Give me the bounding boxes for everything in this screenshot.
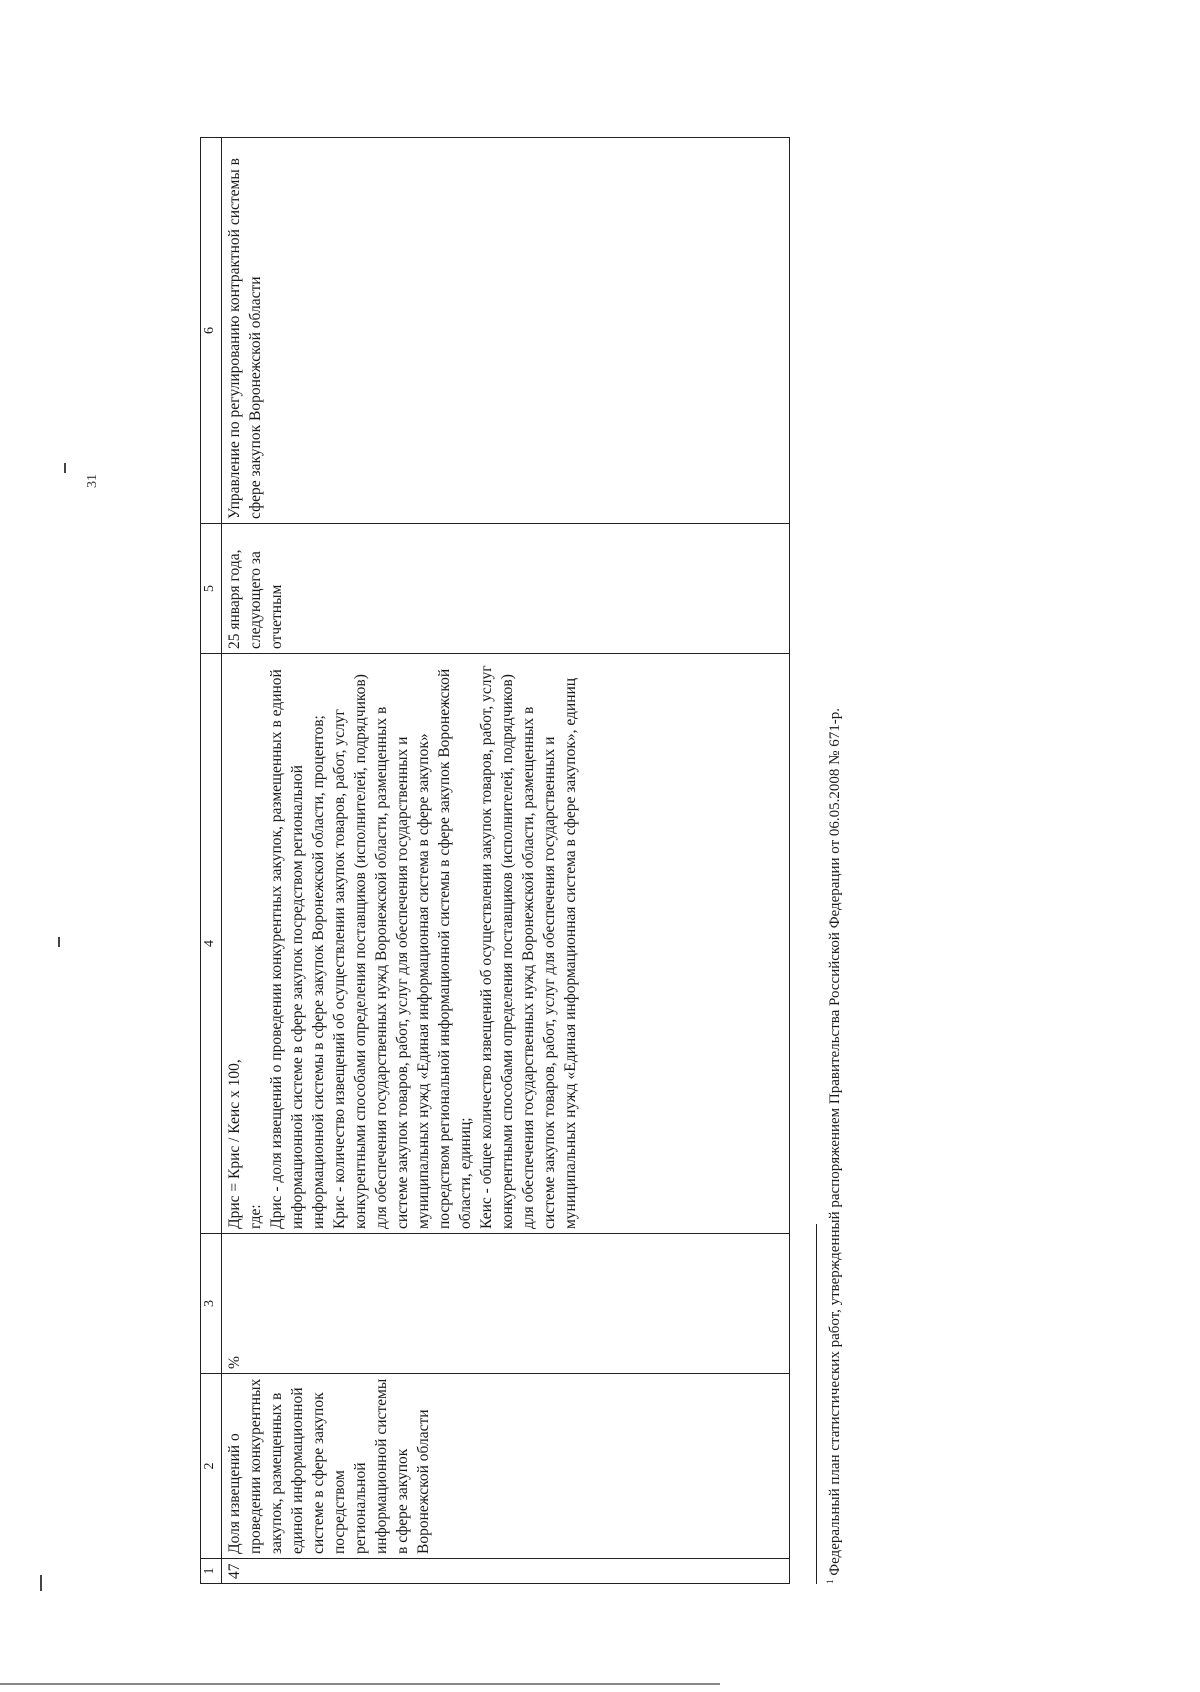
formula-line: Дрис = Крис / Кеис х 100, (226, 1059, 243, 1229)
responsible-body: Управление по регулированию контрактной системы в сфере закупок Воронежской области (222, 138, 790, 524)
formula-definition: Кеис - общее количество извещений об осуществлении закупок товаров, работ, услуг конкурентными способами определения поставщиков (исполнителей, подрядчиков) для обеспечения государственных нужд Воронежской области, размещенных в системе закупок товаров, работ, услуг для обеспечения государственных и муниципальных нужд «Единая информационная система в сфере закупок», единиц (478, 665, 579, 1229)
header-col-2: 2 (201, 1374, 222, 1559)
header-row (201, 138, 222, 1584)
row-number: 47 (222, 1559, 790, 1584)
rotated-content (200, 134, 843, 1584)
calculation-method (222, 654, 790, 1234)
scan-edge-line (0, 1683, 720, 1685)
scan-mark (64, 463, 66, 473)
indicator-name: Доля извещений о проведении конкурентных закупок, размещенных в единой информационной системе в сфере закупок посредством региональной информационной системы в сфере закупок Воронежской области (222, 1374, 790, 1559)
footnote-divider (816, 1224, 817, 1584)
scan-mark (58, 937, 60, 947)
indicator-table (200, 137, 790, 1584)
table-row (222, 138, 790, 1584)
header-col-3: 3 (201, 1234, 222, 1374)
formula-where: где: (247, 1204, 264, 1229)
deadline: 25 января года, следующего за отчетным (222, 524, 790, 654)
formula-definition: Крис - количество извещений об осуществлении закупок товаров, работ, услуг конкурентными способами определения поставщиков (исполнителей, подрядчиков) для обеспечения государственных нужд Воронежской области, размещенных в системе закупок товаров, работ, услуг для обеспечения государственных и муниципальных нужд «Единая информационная система в сфере закупок» посредством региональной информационной системы в сфере закупок Воронежской области, единиц; (331, 668, 474, 1229)
header-col-5: 5 (201, 524, 222, 654)
unit: % (222, 1234, 790, 1374)
page-number: 31 (85, 474, 100, 488)
footnote-marker: 1 (825, 1579, 835, 1584)
scan-mark (40, 1575, 42, 1591)
header-col-1: 1 (201, 1559, 222, 1584)
footnote (821, 144, 844, 1584)
formula-definition: Дрис - доля извещений о проведении конкурентных закупок, размещенных в единой информационной системе в сфере закупок посредством региональной информационной системы в сфере закупок Воронежской области, процентов; (268, 669, 327, 1229)
footnote-text: Федеральный план статистических работ, утвержденный распоряжением Правительства Российской Федерации от 06.05.2008 № 671-р. (827, 708, 843, 1576)
header-col-4: 4 (201, 654, 222, 1234)
header-col-6: 6 (201, 138, 222, 524)
